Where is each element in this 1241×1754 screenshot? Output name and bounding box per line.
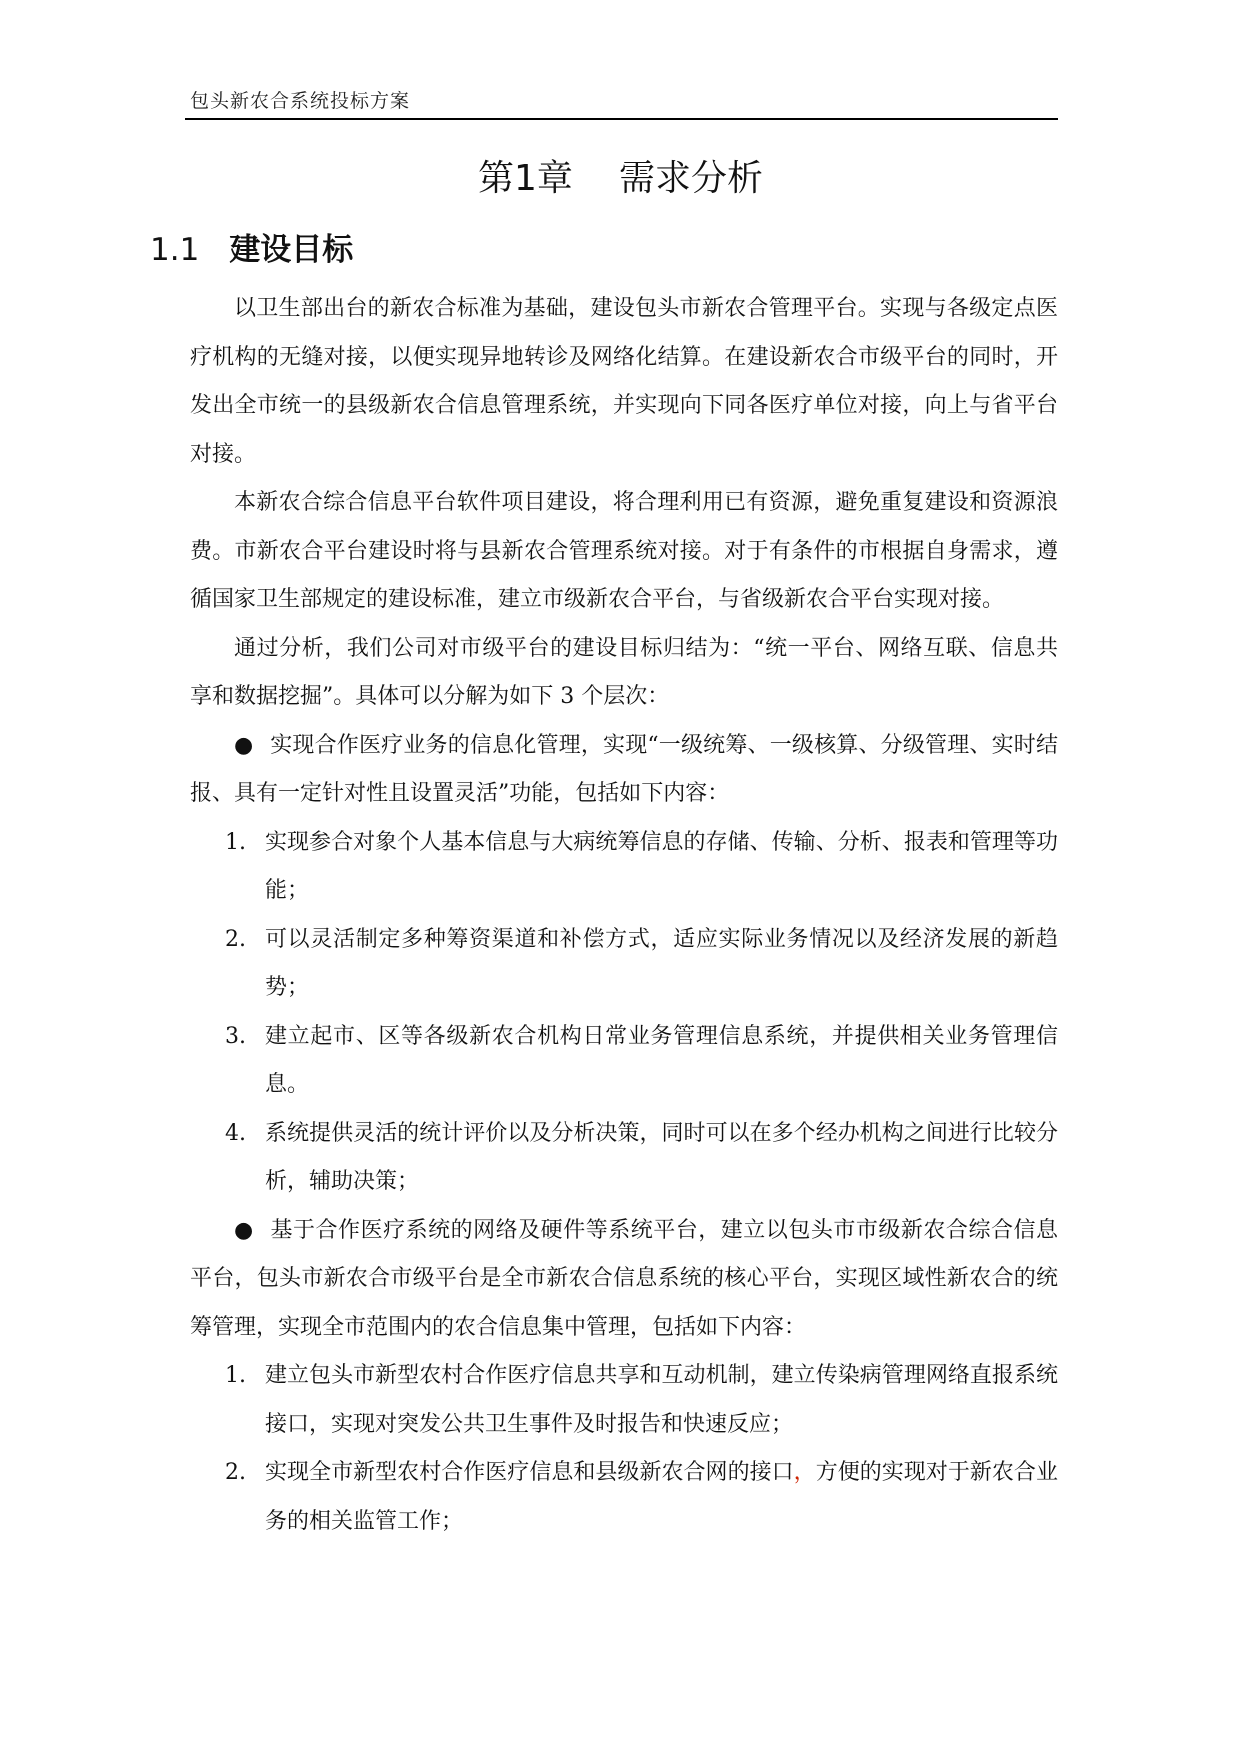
bullet-item-1 [190,722,1058,819]
document-body [190,285,1058,1546]
list-text: 系统提供灵活的统计评价以及分析决策，同时可以在多个经办机构之间进行比较分析，辅助决策； [265,1120,1058,1194]
highlighted-comma: ， [793,1460,816,1485]
list-item [190,1110,1058,1207]
section-heading [150,224,353,269]
section-title: 建设目标 [229,232,354,268]
chapter-title: 需求分析 [618,158,763,199]
list-number: 2. [225,926,246,952]
section-number: 1.1 [150,232,200,268]
chapter-heading [0,150,1241,201]
list-number: 3. [225,1023,246,1049]
paragraph-1: 以卫生部出台的新农合标准为基础，建设包头市新农合管理平台。实现与各级定点医疗机构的无缝对接，以便实现异地转诊及网络化结算。在建设新农合市级平台的同时，开发出全市统一的县级新农合信息管理系统，并实现向下同各医疗单位对接，向上与省平台对接。 [190,296,1058,467]
bullet-item-2 [190,1207,1058,1353]
running-header: 包头新农合系统投标方案 [190,90,411,112]
list-item [190,1449,1058,1546]
paragraph-2: 本新农合综合信息平台软件项目建设，将合理利用已有资源，避免重复建设和资源浪费。市新农合平台建设时将与县新农合管理系统对接。对于有条件的市根据自身需求，遵循国家卫生部规定的建设标准，建立市级新农合平台，与省级新农合平台实现对接。 [190,490,1058,612]
list-number: 1. [225,829,246,855]
list-item [190,819,1058,916]
list-text: 实现全市新型农村合作医疗信息和县级新农合网的接口 [265,1460,794,1485]
bullet-text: 实现合作医疗业务的信息化管理，实现“一级统筹、一级核算、分级管理、实时结报、具有一定针对性且设置灵活”功能，包括如下内容： [190,732,1058,806]
list-text: 方便的实现对于新农合业务的相关监管工作； [265,1460,1058,1534]
list-text: 建立起市、区等各级新农合机构日常业务管理信息系统，并提供相关业务管理信息。 [265,1023,1058,1097]
list-text: 建立包头市新型农村合作医疗信息共享和互动机制，建立传染病管理网络直报系统接口，实现对突发公共卫生事件及时报告和快速反应； [265,1363,1058,1437]
paragraph-3: 通过分析，我们公司对市级平台的建设目标归结为：“统一平台、网络互联、信息共享和数据挖掘”。具体可以分解为如下 3 个层次： [190,635,1058,709]
list-item [190,1352,1058,1449]
list-number: 4. [225,1120,246,1146]
header-divider [185,118,1058,120]
list-text: 可以灵活制定多种筹资渠道和补偿方式，适应实际业务情况以及经济发展的新趋势； [265,926,1058,1000]
bullet-text: 基于合作医疗系统的网络及硬件等系统平台，建立以包头市市级新农合综合信息平台，包头市新农合市级平台是全市新农合信息系统的核心平台，实现区域性新农合的统筹管理，实现全市范围内的农合信息集中管理，包括如下内容： [190,1217,1058,1340]
list-number: 2. [225,1460,246,1485]
list-text: 实现参合对象个人基本信息与大病统筹信息的存储、传输、分析、报表和管理等功能； [265,829,1058,903]
list-item [190,916,1058,1013]
list-number: 1. [225,1363,246,1388]
list-item [190,1013,1058,1110]
chapter-label: 第1章 [478,158,573,199]
bullet-icon: ● [234,1217,254,1243]
bullet-icon: ● [234,732,254,758]
